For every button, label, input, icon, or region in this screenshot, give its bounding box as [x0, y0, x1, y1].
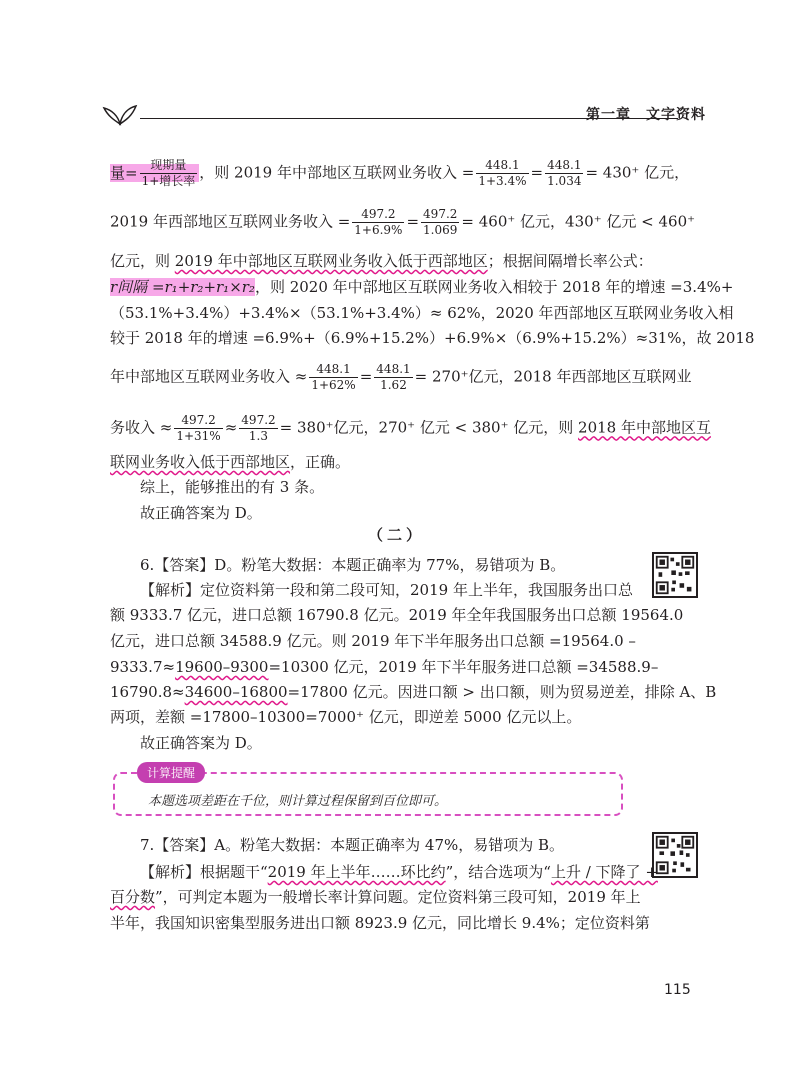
denominator: 1+62% [311, 378, 356, 392]
fraction [174, 413, 222, 444]
denominator: 1+增长率 [141, 174, 196, 188]
fraction [374, 362, 412, 393]
fraction [140, 158, 198, 189]
text-line [110, 362, 692, 393]
text-line: 亿元，进口总额 34588.9 亿元。则 2019 年下半年服务出口总额 =19564.0 – [110, 632, 636, 650]
fraction [352, 207, 404, 238]
text-run: =10300 亿元，2019 年下半年服务进口总额 =34588.9– [268, 658, 659, 676]
formula-highlight [110, 158, 199, 188]
numerator: 497.2 [241, 413, 276, 427]
text-line: 额 9333.7 亿元，进口总额 16790.8 亿元。2019 年全年我国服务出口总额 19564.0 [110, 606, 684, 624]
wavy-emphasis: 34600–16800 [184, 683, 288, 701]
q7-answer-line: 7.【答案】A。粉笔大数据：本题正确率为 47%，易错项为 B。 [140, 836, 565, 854]
text-line: （53.1%+3.4%）+3.4%×（53.1%+3.4%）≈ 62%，2020 年西部地区互联网业务收入相 [110, 304, 734, 322]
wavy-emphasis: 19600–9300 [175, 658, 269, 676]
page-number: 115 [664, 982, 691, 998]
operator: ≈ [224, 418, 238, 437]
chapter-title: 第一章 文字资料 [586, 107, 706, 123]
wavy-emphasis: 2019 年中部地区互联网业务收入低于西部地区 [174, 252, 488, 270]
text-run: 9333.7≈ [110, 658, 176, 676]
text-line: 较于 2018 年的增速 =6.9%+（6.9%+15.2%）+6.9%×（6.9%+15.2%）≈31%，故 2018 [110, 329, 755, 347]
wavy-emphasis: 上升 / 下降了 + [550, 863, 658, 881]
denominator: 1+3.4% [478, 174, 527, 188]
text-run: ，则 2019 年中部地区互联网业务收入 = [199, 163, 475, 182]
text-run: ，正确。 [290, 453, 351, 471]
denominator: 1.62 [380, 378, 407, 392]
text-line [110, 656, 692, 678]
text-run: ”，结合选项为“ [445, 863, 551, 881]
operator: = [359, 367, 373, 386]
text-run: ，则 2020 年中部地区互联网业务收入相较于 2018 年的增速 =3.4%+ [254, 278, 734, 296]
formula-label: 量= [110, 163, 138, 182]
text-run: 2019 年西部地区互联网业务收入 = [110, 212, 351, 231]
fraction [309, 362, 357, 393]
fraction [239, 413, 277, 444]
denominator: 1+31% [176, 429, 221, 443]
section-heading: （二） [368, 526, 426, 544]
text-run: 16790.8≈ [110, 683, 185, 701]
numerator: 现期量 [140, 158, 198, 174]
text-line [110, 886, 692, 908]
text-run: ；根据间隔增长率公式： [487, 252, 653, 270]
numerator: 497.2 [423, 207, 458, 221]
wavy-emphasis: 2019 年上半年……环比约 [267, 863, 446, 881]
fraction [545, 158, 583, 189]
text-run: 亿元，则 [110, 252, 175, 270]
operator: = [530, 163, 544, 182]
numerator: 448.1 [476, 158, 528, 174]
formula-highlight: r间隔 =r₁+r₂+r₁×r₂ [110, 278, 255, 296]
qr-code-icon[interactable] [652, 552, 698, 598]
text-line: 故正确答案为 D。 [140, 504, 262, 522]
text-line [110, 451, 692, 473]
tip-text: 本题选项差距在千位，则计算过程保留到百位即可。 [148, 794, 448, 809]
text-line [110, 413, 711, 444]
text-line: 综上，能够推出的有 3 条。 [140, 478, 325, 496]
operator: = [406, 212, 420, 231]
numerator: 448.1 [376, 362, 411, 376]
numerator: 497.2 [352, 207, 404, 223]
text-line: 【解析】定位资料第一段和第二段可知，2019 年上半年，我国服务出口总 [140, 581, 633, 599]
numerator: 448.1 [547, 158, 582, 172]
text-line: 故正确答案为 D。 [140, 734, 262, 752]
denominator: 1.3 [248, 429, 269, 443]
text-line [110, 207, 696, 238]
text-line [110, 276, 734, 298]
text-line [110, 250, 692, 272]
denominator: 1.034 [547, 174, 582, 188]
wavy-emphasis: 2018 年中部地区互 [578, 418, 711, 437]
denominator: 1.069 [423, 223, 458, 237]
text-line: 两项，差额 =17800–10300=7000⁺ 亿元，即逆差 5000 亿元以上。 [110, 708, 582, 726]
denominator: 1+6.9% [354, 223, 403, 237]
text-line [140, 861, 692, 883]
text-run: 【解析】根据题干“ [140, 863, 268, 881]
numerator: 497.2 [174, 413, 222, 429]
q6-answer-line: 6.【答案】D。粉笔大数据：本题正确率为 77%，易错项为 B。 [140, 556, 566, 574]
fraction [476, 158, 528, 189]
wavy-emphasis: 百分数 [110, 888, 156, 906]
wavy-emphasis: 联网业务收入低于西部地区 [110, 453, 291, 471]
text-run: ”，可判定本题为一般增长率计算问题。定位资料第三段可知，2019 年上 [155, 888, 641, 906]
text-run: 年中部地区互联网业务收入 ≈ [110, 367, 308, 386]
text-line: 半年，我国知识密集型服务进出口额 8923.9 亿元，同比增长 9.4%；定位资料第 [110, 914, 650, 932]
leaf-logo-icon [100, 100, 140, 126]
tip-label: 计算提醒 [137, 762, 205, 783]
text-run: 务收入 ≈ [110, 418, 173, 437]
text-run: = 430⁺ 亿元， [585, 163, 690, 182]
numerator: 448.1 [309, 362, 357, 378]
fraction [421, 207, 459, 238]
text-run: =17800 亿元。因进口额 > 出口额，则为贸易逆差，排除 A、B [287, 683, 717, 701]
text-run: = 460⁺ 亿元，430⁺ 亿元 < 460⁺ [461, 212, 696, 231]
text-line [110, 158, 692, 189]
text-line [110, 681, 717, 703]
text-run: = 380⁺亿元，270⁺ 亿元 < 380⁺ 亿元，则 [279, 418, 579, 437]
text-run: = 270⁺亿元，2018 年西部地区互联网业 [414, 367, 692, 386]
